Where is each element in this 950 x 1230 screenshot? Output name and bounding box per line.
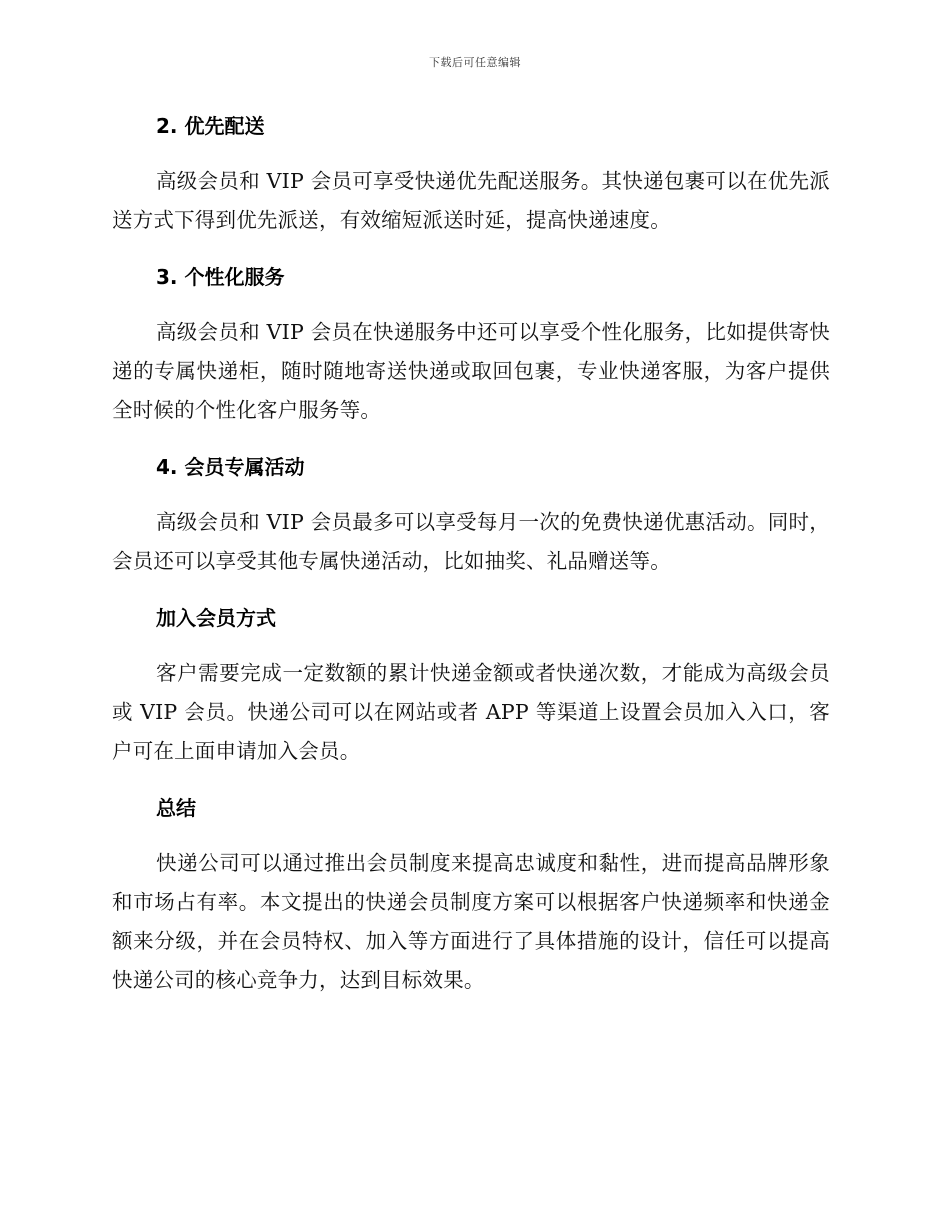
- section-paragraph-personalized-service: 高级会员和 VIP 会员在快递服务中还可以享受个性化服务，比如提供寄快递的专属快递柜，随时随地寄送快递或取回包裹，专业快递客服，为客户提供全时候的个性化客户服务等。: [112, 320, 830, 422]
- header-note: 下载后可任意编辑: [429, 56, 521, 69]
- section-heading-join-membership: 加入会员方式: [156, 606, 276, 630]
- document-body: [112, 112, 830, 1000]
- section-paragraph-join-membership: 客户需要完成一定数额的累计快递金额或者快递次数，才能成为高级会员或 VIP 会员。快递公司可以在网站或者 APP 等渠道上设置会员加入入口，客户可在上面申请加入会员。: [112, 661, 830, 763]
- section-paragraph-member-activities: 高级会员和 VIP 会员最多可以享受每月一次的免费快递优惠活动。同时，会员还可以享受其他专属快递活动，比如抽奖、礼品赠送等。: [112, 510, 830, 573]
- section-heading-priority-delivery: 2. 优先配送: [156, 114, 265, 138]
- section-paragraph-priority-delivery: 高级会员和 VIP 会员可享受快递优先配送服务。其快递包裹可以在优先派送方式下得到优先派送，有效缩短派送时延，提高快递速度。: [112, 169, 830, 232]
- section-paragraph-summary: 快递公司可以通过推出会员制度来提高忠诚度和黏性，进而提高品牌形象和市场占有率。本文提出的快递会员制度方案可以根据客户快递频率和快递金额来分级，并在会员特权、加入等方面进行了具体措施的设计，信任可以提高快递公司的核心竞争力，达到目标效果。: [112, 851, 830, 992]
- section-heading-personalized-service: 3. 个性化服务: [156, 265, 285, 289]
- section-heading-summary: 总结: [156, 796, 196, 820]
- section-heading-member-activities: 4. 会员专属活动: [156, 455, 305, 479]
